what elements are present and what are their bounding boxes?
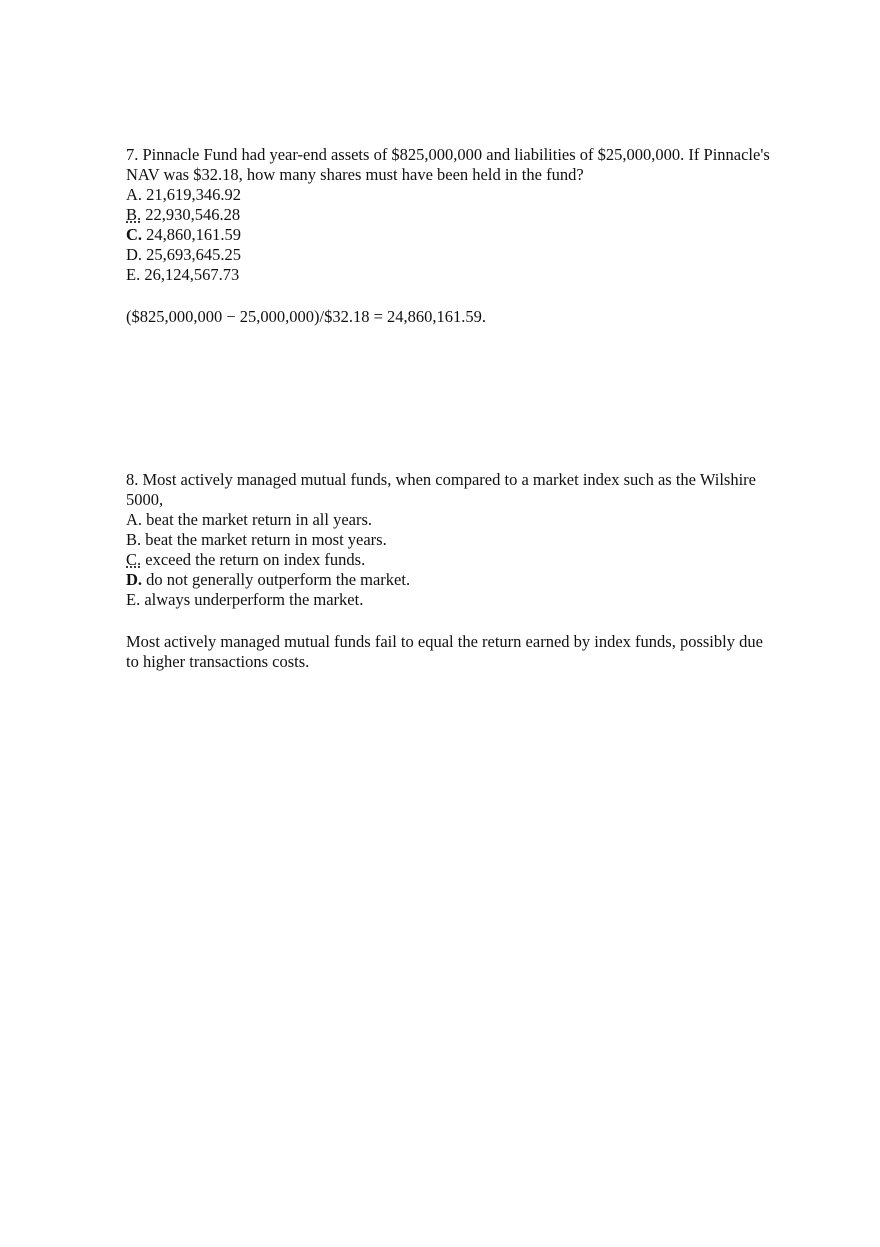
- option-a: [126, 510, 776, 530]
- option-c: [126, 550, 776, 570]
- option-letter: E.: [126, 590, 141, 609]
- option-text: always underperform the market.: [140, 590, 364, 609]
- option-text: 21,619,346.92: [142, 185, 242, 204]
- option-text: 25,693,645.25: [142, 245, 242, 264]
- question-stem: 8. Most actively managed mutual funds, when compared to a market index such as the Wilshire 5000,: [126, 470, 756, 509]
- option-letter: A.: [126, 185, 143, 204]
- option-letter: E.: [126, 265, 141, 284]
- option-letter-marked: C.: [126, 550, 142, 569]
- answer-options: [126, 185, 776, 285]
- answer-options: [126, 510, 776, 610]
- option-text: exceed the return on index funds.: [141, 550, 366, 569]
- question-stem: 7. Pinnacle Fund had year-end assets of $825,000,000 and liabilities of $25,000,000. If Pinnacle's NAV was $32.18, how many shares must have been held in the fund?: [126, 145, 770, 184]
- answer-explanation: Most actively managed mutual funds fail to equal the return earned by index funds, possibly due to higher transactions costs.: [126, 632, 763, 671]
- option-text: 24,860,161.59: [142, 225, 242, 244]
- option-d-correct: [126, 570, 776, 590]
- option-b: [126, 205, 776, 225]
- question-8: [126, 470, 776, 672]
- option-text: beat the market return in all years.: [142, 510, 373, 529]
- answer-explanation: ($825,000,000 − 25,000,000)/$32.18 = 24,860,161.59.: [126, 307, 487, 326]
- option-d: [126, 245, 776, 265]
- option-letter: D.: [126, 245, 143, 264]
- option-text: 22,930,546.28: [141, 205, 241, 224]
- option-text: 26,124,567.73: [140, 265, 240, 284]
- option-text: do not generally outperform the market.: [142, 570, 411, 589]
- option-letter: B.: [126, 530, 142, 549]
- option-b: [126, 530, 776, 550]
- option-c-correct: [126, 225, 776, 245]
- option-letter-correct: D.: [126, 570, 143, 589]
- option-text: beat the market return in most years.: [141, 530, 387, 549]
- option-letter: A.: [126, 510, 143, 529]
- option-e: [126, 265, 776, 285]
- option-e: [126, 590, 776, 610]
- option-letter-marked: B.: [126, 205, 142, 224]
- question-7: [126, 145, 776, 327]
- option-letter-correct: C.: [126, 225, 143, 244]
- option-a: [126, 185, 776, 205]
